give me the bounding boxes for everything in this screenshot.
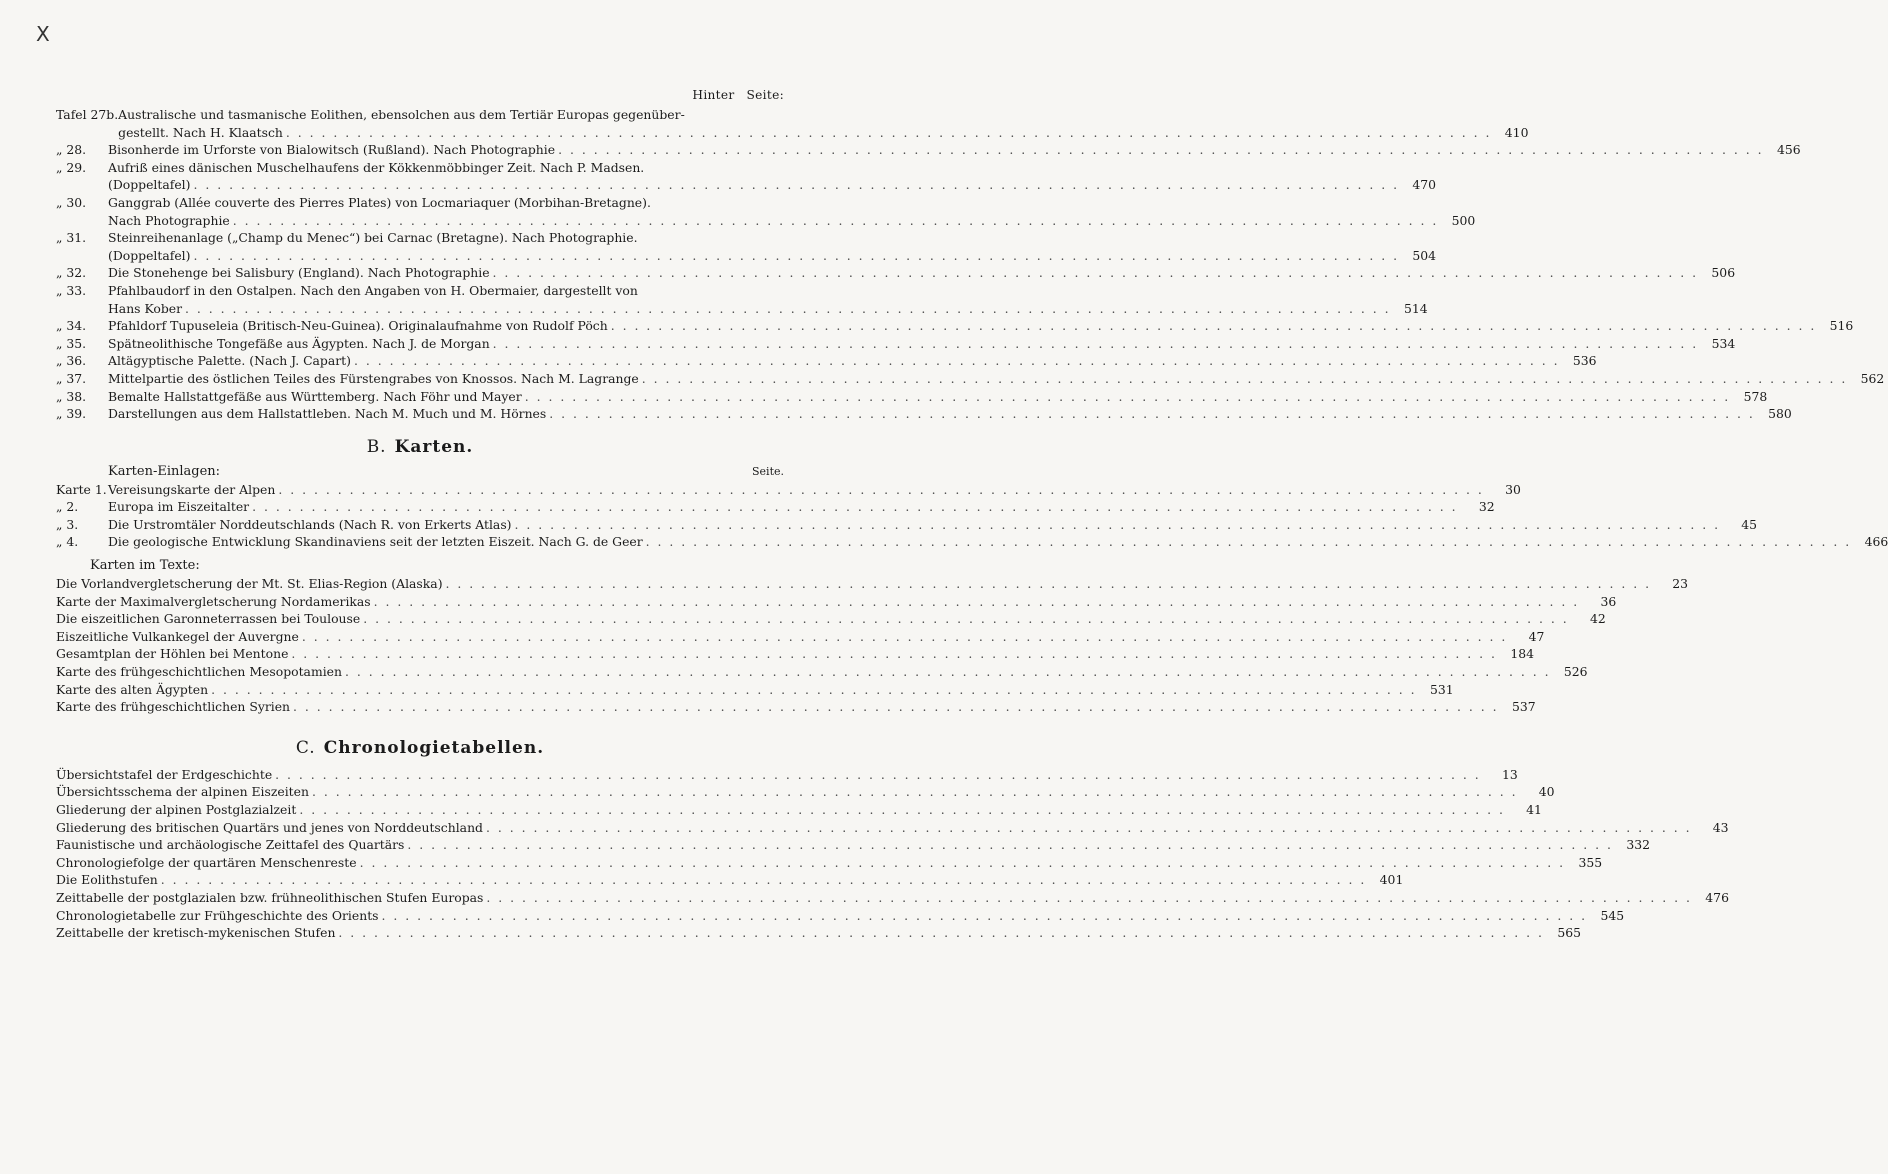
tafel-body <box>108 194 1475 229</box>
chrono-text: Chronologiefolge der quartären Menschenreste <box>56 854 357 870</box>
tafel-line <box>108 247 1436 265</box>
tafel-entry <box>56 352 1597 370</box>
chrono-text: Gliederung des britischen Quartärs und jenes von Norddeutschland <box>56 819 483 835</box>
karte-entry <box>56 481 1521 499</box>
karte-entry <box>56 533 1888 551</box>
tafel-page: 562 <box>1860 370 1885 386</box>
leader-dots <box>354 352 1560 370</box>
chrono-entry <box>56 783 1555 801</box>
tafel-body <box>108 159 1436 194</box>
tafel-line <box>108 405 1792 423</box>
chrono-page: 332 <box>1626 837 1650 853</box>
section-c-letter: C. <box>295 737 316 758</box>
leader-dots <box>446 575 1652 593</box>
karte-text-text: Gesamtplan der Höhlen bei Mentone <box>56 646 289 662</box>
section-b-heading <box>56 437 784 457</box>
chrono-page: 355 <box>1578 854 1603 870</box>
karte-entry <box>56 498 1495 516</box>
leader-dots <box>293 698 1499 716</box>
karte-text-page: 42 <box>1589 611 1606 627</box>
leader-dots <box>161 871 1367 889</box>
leader-dots <box>486 819 1692 837</box>
karten-einlagen-title: Karten-Einlagen: <box>108 463 221 479</box>
chrono-page: 41 <box>1526 802 1542 817</box>
section-b-letter: B. <box>366 436 387 457</box>
tafel-label: „ 39. <box>56 406 87 422</box>
tafel-entry <box>56 405 1792 423</box>
corner-x-mark: X <box>36 22 50 46</box>
tafel-line <box>108 300 1428 318</box>
tafel-label: „ 28. <box>56 142 87 158</box>
karte-text: Europa im Eiszeitalter <box>108 499 250 515</box>
tafel-entry <box>56 264 1736 282</box>
karte-text-entry <box>56 645 1534 663</box>
tafel-text: Australische und tasmanische Eolithen, ebensolchen aus dem Tertiär Europas gegenüber- <box>118 107 685 122</box>
chrono-text: Die Eolithstufen <box>56 872 158 888</box>
chrono-text: Gliederung der alpinen Postglazialzeit <box>56 802 297 817</box>
tafel-text: Bisonherde im Urforste von Bialowitsch (Rußland). Nach Photographie <box>108 142 556 158</box>
chrono-entry <box>56 819 1729 837</box>
tafel-line <box>118 106 1528 124</box>
chrono-text: Zeittabelle der kretisch-mykenischen Stufen <box>56 925 336 941</box>
tafel-line <box>108 335 1735 353</box>
tafel-text: Altägyptische Palette. (Nach J. Capart) <box>108 353 351 369</box>
karte-page: 466 <box>1864 534 1888 550</box>
tafel-line <box>108 352 1597 370</box>
tafel-line <box>108 264 1735 282</box>
tafel-body <box>108 264 1735 282</box>
tafel-entry <box>56 335 1736 353</box>
tafel-line <box>118 124 1528 142</box>
tafel-body <box>108 282 1428 317</box>
karte-text-text: Eiszeitliche Vulkankegel der Auvergne <box>56 628 299 644</box>
tafel-text: (Doppeltafel) <box>108 177 191 193</box>
tafel-page: 506 <box>1711 265 1736 281</box>
leader-dots <box>193 247 1399 265</box>
tafel-text: Hans Kober <box>108 300 183 316</box>
leader-dots <box>525 388 1731 406</box>
tafel-body <box>108 335 1735 353</box>
tafel-page: 580 <box>1768 406 1792 422</box>
chrono-page: 401 <box>1379 872 1404 888</box>
karte-text-text: Karte der Maximalvergletscherung Nordamerikas <box>56 593 371 609</box>
tafel-page: 456 <box>1776 142 1801 158</box>
column-header <box>56 88 784 106</box>
karte-line <box>108 516 1757 534</box>
tafel-line <box>108 282 1428 300</box>
tafel-text: Aufriß eines dänischen Muschelhaufens der Kökkenmöbbinger Zeit. Nach P. Madsen. <box>108 159 645 175</box>
karte-page: 30 <box>1505 481 1521 497</box>
chrono-text: Übersichtstafel der Erdgeschichte <box>56 766 273 782</box>
chrono-text: Zeittabelle der postglazialen bzw. frühneolithischen Stufen Europas <box>56 889 484 905</box>
karte-text-text: Karte des frühgeschichtlichen Mesopotamien <box>56 664 342 680</box>
leader-dots <box>345 663 1551 681</box>
karte-line <box>108 533 1888 551</box>
leader-dots <box>275 766 1481 784</box>
tafel-body <box>108 388 1767 406</box>
tafel-entry <box>56 141 1801 159</box>
tafel-line <box>108 159 1436 177</box>
tafel-body <box>108 317 1853 335</box>
chrono-text: Faunistische und archäologische Zeittafel des Quartärs <box>56 837 405 853</box>
karte-text-page: 526 <box>1563 664 1588 680</box>
index-page <box>56 88 1888 942</box>
section-c-heading <box>56 738 784 758</box>
karte-page: 32 <box>1478 499 1495 515</box>
section-b-title: Karten. <box>394 436 474 457</box>
karte-text-text: Die Vorlandvergletscherung der Mt. St. Elias-Region (Alaska) <box>56 576 443 592</box>
tafel-label: „ 36. <box>56 353 87 369</box>
leader-dots <box>278 481 1484 499</box>
tafel-entry <box>56 282 1428 317</box>
chrono-entry <box>56 889 1729 907</box>
karte-text-page: 23 <box>1672 576 1689 592</box>
tafel-line <box>108 370 1884 388</box>
header-seite: Seite: <box>746 88 784 102</box>
leader-dots <box>382 907 1588 925</box>
leader-dots <box>193 176 1399 194</box>
tafel-text: (Doppeltafel) <box>108 247 191 263</box>
karten-text-heading: Karten im Texte: <box>90 558 200 574</box>
tafel-body <box>108 370 1884 388</box>
leader-dots <box>291 645 1497 663</box>
tafel-page: 516 <box>1829 318 1854 334</box>
tafel-entry <box>56 388 1768 406</box>
tafel-page: 578 <box>1743 388 1768 404</box>
leader-dots <box>286 124 1492 142</box>
tafel-label: „ 37. <box>56 370 87 386</box>
karten-text-list <box>56 575 1689 716</box>
chrono-page: 476 <box>1705 889 1729 905</box>
leader-dots <box>374 593 1580 611</box>
leader-dots <box>493 335 1699 353</box>
leader-dots <box>360 854 1566 872</box>
karte-text-entry <box>56 575 1689 593</box>
chrono-page: 43 <box>1712 819 1729 835</box>
karten-einlagen-heading <box>56 463 784 481</box>
leader-dots <box>493 264 1699 282</box>
leader-dots <box>185 300 1391 318</box>
leader-dots <box>363 610 1569 628</box>
leader-dots <box>302 628 1508 646</box>
leader-dots <box>233 212 1439 230</box>
leader-dots <box>407 836 1613 854</box>
chrono-text: Chronologietabelle zur Frühgeschichte des Orients <box>56 907 379 923</box>
karte-label: „ 3. <box>56 516 79 532</box>
tafel-text: Mittelpartie des östlichen Teiles des Fürstengrabes von Knossos. Nach M. Lagrange <box>108 370 639 386</box>
leader-dots <box>299 801 1505 819</box>
karte-text-entry <box>56 628 1545 646</box>
tafel-text: Darstellungen aus dem Hallstattleben. Nach M. Much und M. Hörnes <box>108 406 547 422</box>
karte-line <box>108 498 1495 516</box>
tafel-line <box>108 388 1767 406</box>
chronologie-list <box>56 766 1729 942</box>
chrono-entry <box>56 801 1542 819</box>
tafel-line <box>108 141 1801 159</box>
tafel-page: 470 <box>1412 177 1437 193</box>
tafel-label: „ 35. <box>56 335 87 351</box>
tafel-text: Steinreihenanlage („Champ du Menec“) bei Carnac (Bretagne). Nach Photographie. <box>108 230 638 246</box>
leader-dots <box>211 681 1417 699</box>
leader-dots <box>486 889 1692 907</box>
tafel-line <box>108 194 1475 212</box>
tafel-entry <box>56 159 1437 194</box>
tafel-page: 536 <box>1572 353 1597 369</box>
chrono-entry <box>56 854 1603 872</box>
karte-text-entry <box>56 593 1617 611</box>
tafel-text: Pfahlbaudorf in den Ostalpen. Nach den Angaben von H. Obermaier, dargestellt von <box>108 282 638 298</box>
tafel-text: Ganggrab (Allée couverte des Pierres Plates) von Locmariaquer (Morbihan-Bretagne). <box>108 194 651 210</box>
karte-text-text: Die eiszeitlichen Garonneterrassen bei Toulouse <box>56 611 361 627</box>
tafel-label: „ 33. <box>56 282 87 298</box>
leader-dots <box>338 924 1544 942</box>
tafel-text: Bemalte Hallstattgefäße aus Württemberg. Nach Föhr und Mayer <box>108 388 522 404</box>
tafel-page: 534 <box>1711 335 1736 351</box>
chrono-text: Übersichtsschema der alpinen Eiszeiten <box>56 784 309 800</box>
karte-label: „ 4. <box>56 534 79 550</box>
header-hinter: Hinter <box>692 88 735 102</box>
tafel-label: „ 32. <box>56 265 87 281</box>
karte-label: Karte 1. <box>56 481 107 497</box>
karte-line <box>108 481 1521 499</box>
karte-text-text: Karte des alten Ägypten <box>56 681 209 697</box>
leader-dots <box>558 141 1764 159</box>
karten-einlagen-seite: Seite. <box>752 464 784 478</box>
leader-dots <box>646 533 1852 551</box>
tafel-text: Spätneolithische Tongefäße aus Ägypten. Nach J. de Morgan <box>108 335 490 351</box>
leader-dots <box>515 516 1721 534</box>
tafel-entry <box>56 106 1529 141</box>
leader-dots <box>312 783 1518 801</box>
tafel-entry <box>56 229 1437 264</box>
tafel-label: „ 30. <box>56 194 87 210</box>
karte-text-entry <box>56 698 1536 716</box>
tafel-line <box>108 317 1853 335</box>
tafel-page: 504 <box>1412 247 1437 263</box>
karte-page: 45 <box>1741 516 1758 532</box>
karte-text: Die Urstromtäler Norddeutschlands (Nach R. von Erkerts Atlas) <box>108 516 512 532</box>
section-c-title: Chronologietabellen. <box>323 737 545 758</box>
chrono-page: 13 <box>1501 766 1518 782</box>
tafel-line <box>108 229 1436 247</box>
chrono-page: 545 <box>1600 907 1625 923</box>
chrono-page: 40 <box>1538 784 1555 800</box>
chrono-entry <box>56 766 1518 784</box>
leader-dots <box>611 317 1817 335</box>
tafel-label: „ 34. <box>56 318 87 334</box>
tafel-body <box>108 405 1792 423</box>
chrono-entry <box>56 924 1581 942</box>
karte-label: „ 2. <box>56 499 79 515</box>
chrono-entry <box>56 871 1404 889</box>
karte-text: Die geologische Entwicklung Skandinaviens seit der letzten Eiszeit. Nach G. de Geer <box>108 534 643 550</box>
chrono-page: 565 <box>1557 925 1581 941</box>
leader-dots <box>549 405 1755 423</box>
karte-text-page: 531 <box>1429 681 1454 697</box>
tafel-text: gestellt. Nach H. Klaatsch <box>118 124 283 140</box>
tafel-text: Nach Photographie <box>108 212 230 228</box>
karte-text-page: 184 <box>1510 646 1534 662</box>
tafel-body <box>108 141 1801 159</box>
tafel-entry <box>56 194 1476 229</box>
chrono-entry <box>56 836 1650 854</box>
tafel-page: 514 <box>1403 300 1428 316</box>
tafel-body <box>108 229 1436 264</box>
tafel-label: Tafel 27b. <box>56 107 119 122</box>
karte-text-entry <box>56 681 1454 699</box>
tafel-body <box>108 352 1597 370</box>
tafel-label: „ 38. <box>56 388 87 404</box>
karten-einlagen-list <box>56 481 1888 551</box>
tafel-entry <box>56 370 1885 388</box>
tafel-line <box>108 176 1436 194</box>
karte-text: Vereisungskarte der Alpen <box>108 481 276 497</box>
tafel-text: Die Stonehenge bei Salisbury (England). Nach Photographie <box>108 265 490 281</box>
tafel-body <box>118 106 1528 141</box>
karte-text-page: 47 <box>1528 628 1545 644</box>
tafel-page: 410 <box>1504 124 1529 140</box>
karte-text-entry <box>56 610 1606 628</box>
chrono-entry <box>56 907 1625 925</box>
tafel-line <box>108 212 1475 230</box>
tafel-label: „ 31. <box>56 230 87 246</box>
leader-dots <box>252 498 1458 516</box>
karte-text-entry <box>56 663 1588 681</box>
karte-text-page: 36 <box>1600 593 1617 609</box>
tafel-text: Pfahldorf Tupuseleia (Britisch-Neu-Guinea). Originalaufnahme von Rudolf Pöch <box>108 318 608 334</box>
karte-text-text: Karte des frühgeschichtlichen Syrien <box>56 699 291 715</box>
karte-entry <box>56 516 1758 534</box>
tafel-entry <box>56 317 1854 335</box>
leader-dots <box>642 370 1848 388</box>
tafeln-list <box>56 106 1885 423</box>
tafel-page: 500 <box>1451 212 1476 228</box>
karte-text-page: 537 <box>1511 699 1536 715</box>
tafel-label: „ 29. <box>56 159 87 175</box>
